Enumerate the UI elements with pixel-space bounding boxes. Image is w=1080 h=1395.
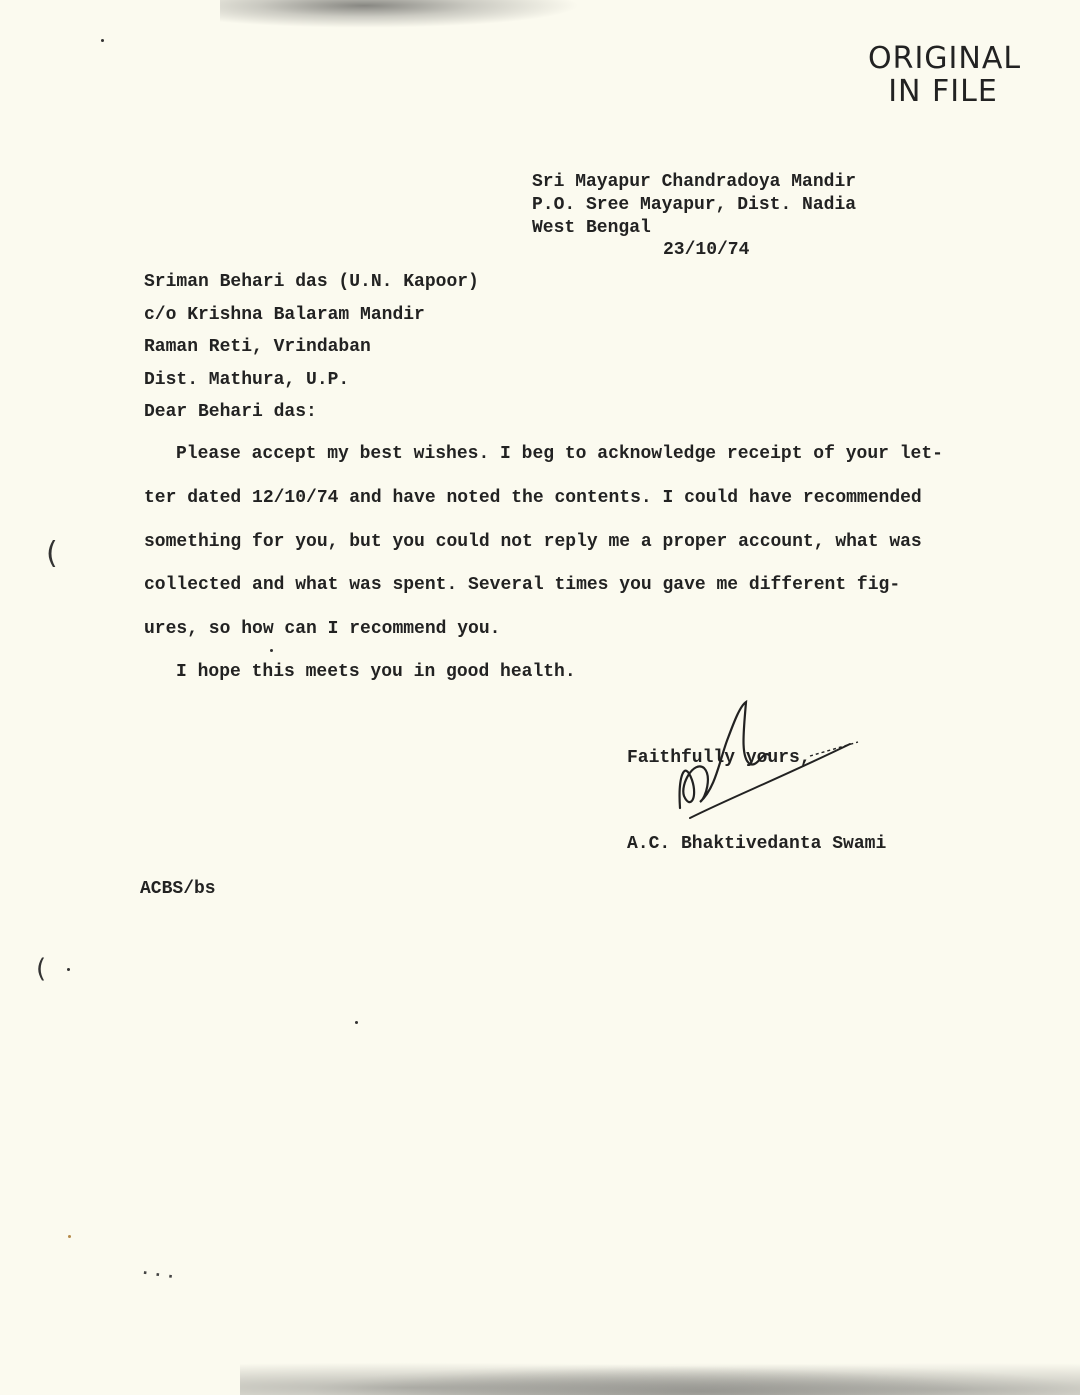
original-in-file-stamp — [868, 41, 1022, 109]
recipient-line-2: c/o Krishna Balaram Mandir — [144, 305, 425, 325]
letter-date: 23/10/74 — [663, 240, 750, 260]
handwritten-signature — [660, 698, 870, 828]
recipient-line-1: Sriman Behari das (U.N. Kapoor) — [144, 272, 479, 292]
reference-initials: ACBS/bs — [140, 879, 216, 899]
salutation: Dear Behari das: — [144, 402, 317, 422]
body-line-6: I hope this meets you in good health. — [176, 662, 576, 682]
stamp-line-2: IN FILE — [888, 74, 998, 109]
speck — [270, 649, 273, 652]
recipient-line-3: Raman Reti, Vrindaban — [144, 337, 371, 357]
bottom-smudge — [240, 1358, 1080, 1395]
punch-hole-mark-lower: ( — [36, 954, 47, 984]
stamp-line-1: ORIGINAL — [868, 41, 1022, 76]
sender-address-line-2: P.O. Sree Mayapur, Dist. Nadia — [532, 195, 857, 215]
body-line-2: ter dated 12/10/74 and have noted the contents. I could have recommended — [144, 488, 922, 508]
speck — [355, 1021, 358, 1024]
body-line-1: Please accept my best wishes. I beg to acknowledge receipt of your let- — [176, 444, 943, 464]
bottom-ink-mark: ... — [138, 1259, 180, 1285]
body-line-5: ures, so how can I recommend you. — [144, 619, 501, 639]
top-smudge — [220, 0, 580, 28]
speck — [68, 1235, 71, 1238]
sender-address-line-3: West Bengal — [532, 218, 651, 238]
speck — [67, 968, 70, 971]
body-line-4: collected and what was spent. Several times you gave me different fig- — [144, 575, 901, 595]
body-line-3: something for you, but you could not reply me a proper account, what was — [144, 532, 922, 552]
signer-name: A.C. Bhaktivedanta Swami — [627, 834, 887, 854]
sender-address-line-1: Sri Mayapur Chandradoya Mandir — [532, 172, 857, 192]
speck — [101, 39, 104, 42]
recipient-line-4: Dist. Mathura, U.P. — [144, 370, 350, 390]
closing: Faithfully yours, — [627, 748, 811, 768]
punch-hole-mark-upper: ( — [46, 536, 58, 571]
